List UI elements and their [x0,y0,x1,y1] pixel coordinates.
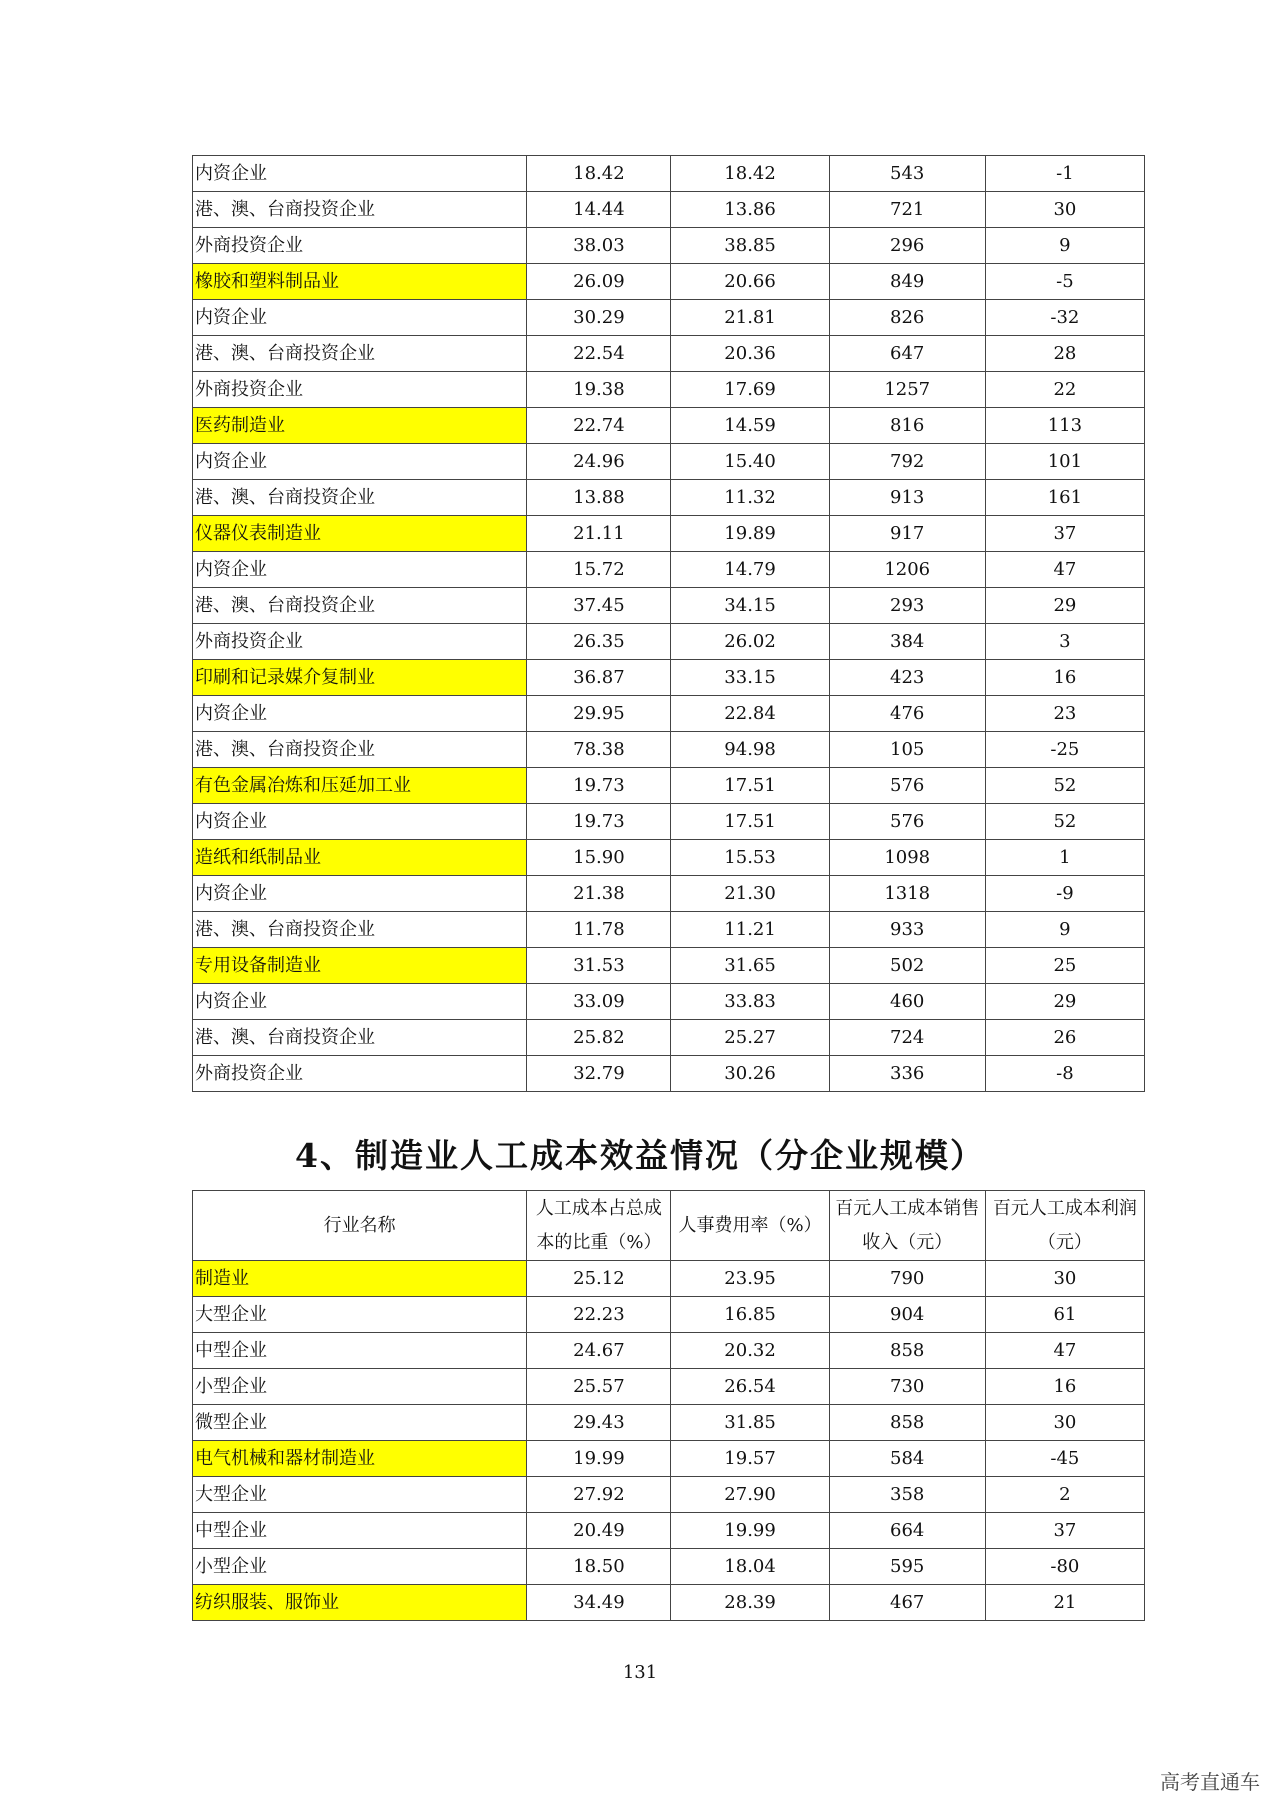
cell-personnel-expense-rate: 33.15 [671,660,829,696]
cell-industry-name: 港、澳、台商投资企业 [193,192,527,228]
cell-sales-per-100-labor-cost: 913 [829,480,985,516]
table-continued [192,155,1145,1092]
cell-sales-per-100-labor-cost: 904 [829,1297,985,1333]
cell-labor-cost-share: 26.35 [527,624,671,660]
cell-personnel-expense-rate: 18.04 [671,1549,829,1585]
cell-labor-cost-share: 25.57 [527,1369,671,1405]
cell-sales-per-100-labor-cost: 790 [829,1261,985,1297]
cell-personnel-expense-rate: 33.83 [671,984,829,1020]
cell-industry-name: 内资企业 [193,876,527,912]
cell-industry-name: 小型企业 [193,1369,527,1405]
cell-labor-cost-share: 15.90 [527,840,671,876]
table-row [193,156,1145,192]
cell-personnel-expense-rate: 94.98 [671,732,829,768]
cell-sales-per-100-labor-cost: 858 [829,1333,985,1369]
table-header [193,1191,1145,1261]
cell-profit-per-100-labor-cost: 21 [985,1585,1144,1621]
cell-sales-per-100-labor-cost: 543 [829,156,985,192]
cell-industry-name: 微型企业 [193,1405,527,1441]
cell-labor-cost-share: 19.99 [527,1441,671,1477]
cell-profit-per-100-labor-cost: -32 [985,300,1144,336]
header-labor-cost-share: 人工成本占总成本的比重（%） [527,1191,671,1261]
cell-industry-name: 内资企业 [193,984,527,1020]
cell-personnel-expense-rate: 30.26 [671,1056,829,1092]
cell-labor-cost-share: 78.38 [527,732,671,768]
table-row [193,1333,1145,1369]
cell-sales-per-100-labor-cost: 858 [829,1405,985,1441]
cell-profit-per-100-labor-cost: -9 [985,876,1144,912]
cell-industry-name: 大型企业 [193,1297,527,1333]
cell-labor-cost-share: 24.96 [527,444,671,480]
cell-industry-name: 外商投资企业 [193,372,527,408]
table-row [193,480,1145,516]
cell-profit-per-100-labor-cost: 30 [985,1261,1144,1297]
table-row [193,1020,1145,1056]
cell-personnel-expense-rate: 17.51 [671,804,829,840]
cell-labor-cost-share: 29.95 [527,696,671,732]
cell-industry-name: 中型企业 [193,1513,527,1549]
table-row [193,264,1145,300]
cell-sales-per-100-labor-cost: 467 [829,1585,985,1621]
cell-sales-per-100-labor-cost: 849 [829,264,985,300]
table-row [193,228,1145,264]
cell-sales-per-100-labor-cost: 358 [829,1477,985,1513]
cell-industry-name: 大型企业 [193,1477,527,1513]
table-row [193,912,1145,948]
cell-industry-name: 外商投资企业 [193,624,527,660]
cell-personnel-expense-rate: 20.32 [671,1333,829,1369]
cell-sales-per-100-labor-cost: 724 [829,1020,985,1056]
cell-industry-name: 港、澳、台商投资企业 [193,1020,527,1056]
cell-profit-per-100-labor-cost: -1 [985,156,1144,192]
cell-personnel-expense-rate: 16.85 [671,1297,829,1333]
cell-sales-per-100-labor-cost: 1098 [829,840,985,876]
header-industry-name: 行业名称 [193,1191,527,1261]
cell-profit-per-100-labor-cost: 28 [985,336,1144,372]
cell-personnel-expense-rate: 20.36 [671,336,829,372]
cell-sales-per-100-labor-cost: 576 [829,804,985,840]
cell-labor-cost-share: 33.09 [527,984,671,1020]
cell-industry-name: 医药制造业 [193,408,527,444]
cell-labor-cost-share: 18.42 [527,156,671,192]
table-row [193,1549,1145,1585]
table-row [193,336,1145,372]
cell-labor-cost-share: 25.12 [527,1261,671,1297]
page-number: 131 [622,1662,658,1683]
cell-personnel-expense-rate: 14.79 [671,552,829,588]
cell-personnel-expense-rate: 19.57 [671,1441,829,1477]
cell-sales-per-100-labor-cost: 423 [829,660,985,696]
cell-profit-per-100-labor-cost: 37 [985,516,1144,552]
cell-personnel-expense-rate: 22.84 [671,696,829,732]
cell-industry-name: 专用设备制造业 [193,948,527,984]
cell-labor-cost-share: 24.67 [527,1333,671,1369]
table-row [193,1297,1145,1333]
cell-profit-per-100-labor-cost: -8 [985,1056,1144,1092]
cell-industry-name: 中型企业 [193,1333,527,1369]
cell-profit-per-100-labor-cost: 113 [985,408,1144,444]
cell-sales-per-100-labor-cost: 664 [829,1513,985,1549]
cell-profit-per-100-labor-cost: 161 [985,480,1144,516]
cell-profit-per-100-labor-cost: 26 [985,1020,1144,1056]
section-title: 4、制造业人工成本效益情况（分企业规模） [295,1136,985,1175]
table-row [193,408,1145,444]
cell-industry-name: 内资企业 [193,696,527,732]
cell-profit-per-100-labor-cost: 2 [985,1477,1144,1513]
cell-sales-per-100-labor-cost: 502 [829,948,985,984]
header-sales-per-100-labor-cost: 百元人工成本销售收入（元） [829,1191,985,1261]
table-row [193,516,1145,552]
cell-labor-cost-share: 36.87 [527,660,671,696]
cell-personnel-expense-rate: 11.21 [671,912,829,948]
table-row [193,624,1145,660]
cell-sales-per-100-labor-cost: 105 [829,732,985,768]
cell-industry-name: 仪器仪表制造业 [193,516,527,552]
cell-labor-cost-share: 27.92 [527,1477,671,1513]
cell-labor-cost-share: 22.74 [527,408,671,444]
cell-sales-per-100-labor-cost: 647 [829,336,985,372]
cell-profit-per-100-labor-cost: -5 [985,264,1144,300]
table-by-enterprise-size [192,1190,1145,1621]
cell-personnel-expense-rate: 38.85 [671,228,829,264]
cell-industry-name: 印刷和记录媒介复制业 [193,660,527,696]
table-row [193,1441,1145,1477]
cell-personnel-expense-rate: 11.32 [671,480,829,516]
header-personnel-expense-rate: 人事费用率（%） [671,1191,829,1261]
cell-industry-name: 电气机械和器材制造业 [193,1441,527,1477]
table-row [193,840,1145,876]
table-row [193,732,1145,768]
cell-industry-name: 外商投资企业 [193,1056,527,1092]
cell-profit-per-100-labor-cost: 47 [985,552,1144,588]
cell-personnel-expense-rate: 25.27 [671,1020,829,1056]
cell-personnel-expense-rate: 20.66 [671,264,829,300]
cell-sales-per-100-labor-cost: 595 [829,1549,985,1585]
cell-sales-per-100-labor-cost: 293 [829,588,985,624]
cell-sales-per-100-labor-cost: 816 [829,408,985,444]
cell-industry-name: 港、澳、台商投资企业 [193,912,527,948]
table-row [193,696,1145,732]
cell-labor-cost-share: 22.23 [527,1297,671,1333]
cell-personnel-expense-rate: 18.42 [671,156,829,192]
cell-labor-cost-share: 19.73 [527,768,671,804]
cell-sales-per-100-labor-cost: 584 [829,1441,985,1477]
table-row [193,1056,1145,1092]
header-row [193,1191,1145,1261]
cell-industry-name: 港、澳、台商投资企业 [193,588,527,624]
table-row [193,804,1145,840]
cell-labor-cost-share: 13.88 [527,480,671,516]
table-row [193,192,1145,228]
table-row [193,588,1145,624]
cell-personnel-expense-rate: 13.86 [671,192,829,228]
cell-industry-name: 小型企业 [193,1549,527,1585]
cell-profit-per-100-labor-cost: -25 [985,732,1144,768]
cell-profit-per-100-labor-cost: 29 [985,588,1144,624]
cell-personnel-expense-rate: 15.53 [671,840,829,876]
cell-personnel-expense-rate: 28.39 [671,1585,829,1621]
header-profit-per-100-labor-cost: 百元人工成本利润（元） [985,1191,1144,1261]
table-row [193,1261,1145,1297]
cell-labor-cost-share: 30.29 [527,300,671,336]
cell-personnel-expense-rate: 17.51 [671,768,829,804]
cell-sales-per-100-labor-cost: 917 [829,516,985,552]
cell-labor-cost-share: 21.11 [527,516,671,552]
table-row [193,876,1145,912]
cell-industry-name: 内资企业 [193,552,527,588]
cell-labor-cost-share: 32.79 [527,1056,671,1092]
cell-personnel-expense-rate: 26.02 [671,624,829,660]
cell-industry-name: 造纸和纸制品业 [193,840,527,876]
cell-personnel-expense-rate: 31.65 [671,948,829,984]
cell-profit-per-100-labor-cost: 101 [985,444,1144,480]
cell-industry-name: 制造业 [193,1261,527,1297]
cell-industry-name: 港、澳、台商投资企业 [193,336,527,372]
cell-profit-per-100-labor-cost: 23 [985,696,1144,732]
cell-industry-name: 内资企业 [193,156,527,192]
cell-profit-per-100-labor-cost: 37 [985,1513,1144,1549]
cell-sales-per-100-labor-cost: 296 [829,228,985,264]
cell-personnel-expense-rate: 34.15 [671,588,829,624]
cell-labor-cost-share: 14.44 [527,192,671,228]
cell-labor-cost-share: 38.03 [527,228,671,264]
cell-personnel-expense-rate: 14.59 [671,408,829,444]
table-continued-body [193,156,1145,1092]
table-row [193,1513,1145,1549]
cell-labor-cost-share: 21.38 [527,876,671,912]
cell-labor-cost-share: 34.49 [527,1585,671,1621]
cell-labor-cost-share: 20.49 [527,1513,671,1549]
cell-sales-per-100-labor-cost: 476 [829,696,985,732]
cell-labor-cost-share: 19.38 [527,372,671,408]
cell-personnel-expense-rate: 26.54 [671,1369,829,1405]
cell-personnel-expense-rate: 21.81 [671,300,829,336]
cell-profit-per-100-labor-cost: 61 [985,1297,1144,1333]
cell-profit-per-100-labor-cost: 30 [985,192,1144,228]
table-row [193,552,1145,588]
cell-profit-per-100-labor-cost: -45 [985,1441,1144,1477]
cell-profit-per-100-labor-cost: 3 [985,624,1144,660]
cell-personnel-expense-rate: 31.85 [671,1405,829,1441]
cell-industry-name: 外商投资企业 [193,228,527,264]
cell-industry-name: 内资企业 [193,804,527,840]
cell-profit-per-100-labor-cost: 30 [985,1405,1144,1441]
table-row [193,1585,1145,1621]
cell-profit-per-100-labor-cost: 16 [985,1369,1144,1405]
cell-industry-name: 港、澳、台商投资企业 [193,732,527,768]
cell-labor-cost-share: 11.78 [527,912,671,948]
cell-industry-name: 内资企业 [193,300,527,336]
table-row [193,300,1145,336]
cell-profit-per-100-labor-cost: 16 [985,660,1144,696]
table-row [193,768,1145,804]
cell-profit-per-100-labor-cost: 47 [985,1333,1144,1369]
cell-personnel-expense-rate: 19.99 [671,1513,829,1549]
cell-sales-per-100-labor-cost: 576 [829,768,985,804]
cell-sales-per-100-labor-cost: 721 [829,192,985,228]
cell-personnel-expense-rate: 19.89 [671,516,829,552]
table-row [193,444,1145,480]
cell-labor-cost-share: 37.45 [527,588,671,624]
table-row [193,984,1145,1020]
cell-profit-per-100-labor-cost: 1 [985,840,1144,876]
cell-labor-cost-share: 29.43 [527,1405,671,1441]
cell-labor-cost-share: 26.09 [527,264,671,300]
watermark: 高考直通车 [1160,1770,1260,1794]
table-row [193,948,1145,984]
cell-labor-cost-share: 15.72 [527,552,671,588]
cell-profit-per-100-labor-cost: -80 [985,1549,1144,1585]
cell-industry-name: 有色金属冶炼和压延加工业 [193,768,527,804]
cell-sales-per-100-labor-cost: 1257 [829,372,985,408]
cell-profit-per-100-labor-cost: 52 [985,804,1144,840]
cell-profit-per-100-labor-cost: 52 [985,768,1144,804]
cell-sales-per-100-labor-cost: 1206 [829,552,985,588]
cell-personnel-expense-rate: 27.90 [671,1477,829,1513]
cell-labor-cost-share: 25.82 [527,1020,671,1056]
cell-profit-per-100-labor-cost: 25 [985,948,1144,984]
table-row [193,1477,1145,1513]
cell-profit-per-100-labor-cost: 9 [985,912,1144,948]
cell-sales-per-100-labor-cost: 460 [829,984,985,1020]
cell-industry-name: 纺织服装、服饰业 [193,1585,527,1621]
cell-personnel-expense-rate: 23.95 [671,1261,829,1297]
cell-sales-per-100-labor-cost: 384 [829,624,985,660]
cell-personnel-expense-rate: 21.30 [671,876,829,912]
table-row [193,1369,1145,1405]
cell-sales-per-100-labor-cost: 1318 [829,876,985,912]
cell-industry-name: 内资企业 [193,444,527,480]
cell-profit-per-100-labor-cost: 9 [985,228,1144,264]
cell-sales-per-100-labor-cost: 730 [829,1369,985,1405]
cell-sales-per-100-labor-cost: 336 [829,1056,985,1092]
cell-labor-cost-share: 31.53 [527,948,671,984]
table-by-enterprise-size-body [193,1261,1145,1621]
cell-industry-name: 橡胶和塑料制品业 [193,264,527,300]
cell-profit-per-100-labor-cost: 29 [985,984,1144,1020]
table-row [193,372,1145,408]
cell-personnel-expense-rate: 15.40 [671,444,829,480]
cell-sales-per-100-labor-cost: 826 [829,300,985,336]
cell-labor-cost-share: 18.50 [527,1549,671,1585]
cell-labor-cost-share: 19.73 [527,804,671,840]
cell-sales-per-100-labor-cost: 933 [829,912,985,948]
cell-industry-name: 港、澳、台商投资企业 [193,480,527,516]
cell-sales-per-100-labor-cost: 792 [829,444,985,480]
table-row [193,660,1145,696]
table-row [193,1405,1145,1441]
cell-personnel-expense-rate: 17.69 [671,372,829,408]
cell-labor-cost-share: 22.54 [527,336,671,372]
cell-profit-per-100-labor-cost: 22 [985,372,1144,408]
